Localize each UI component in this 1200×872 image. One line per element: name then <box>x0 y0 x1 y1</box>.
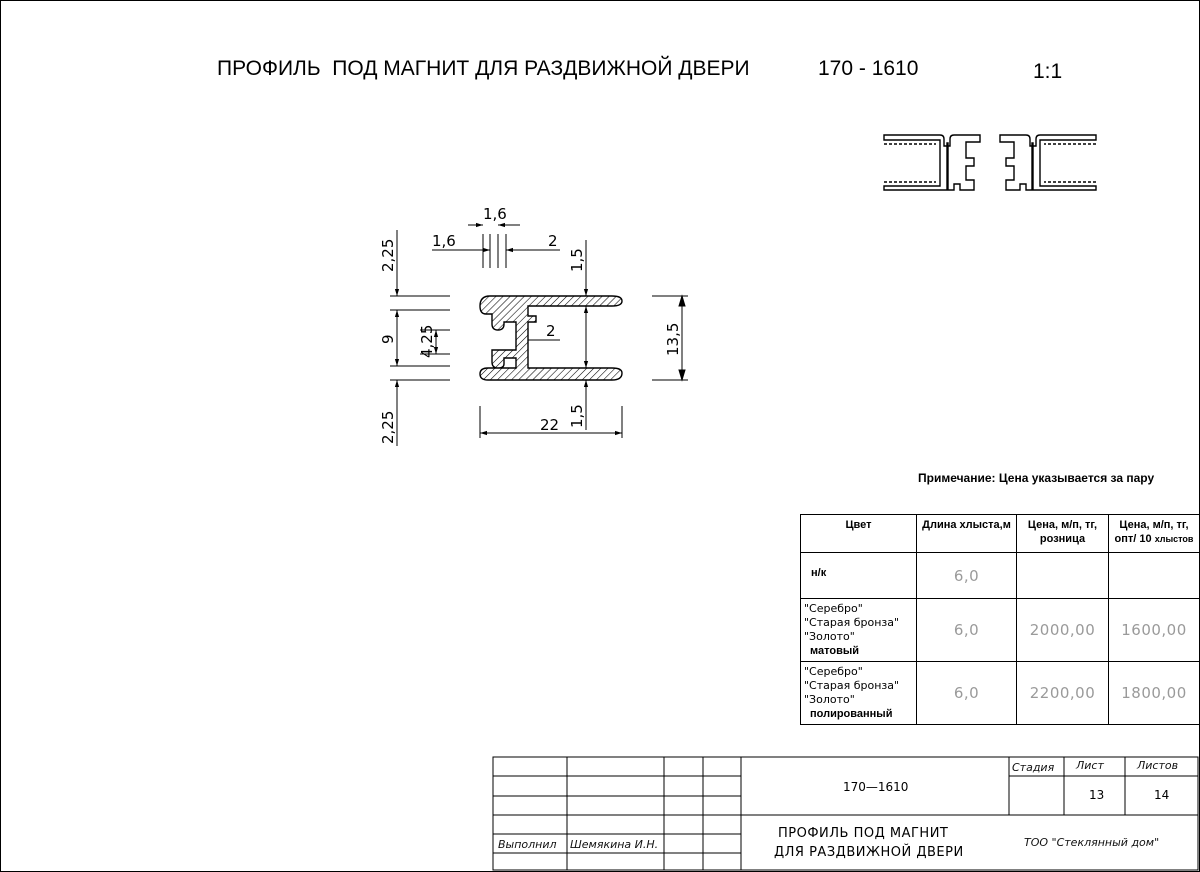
drawing-code: 170 - 1610 <box>818 57 919 80</box>
dim-1-5-bottom: 1,5 <box>568 404 586 428</box>
header-wholesale: Цена, м/п, тг, опт/ 10 хлыстов <box>1109 515 1200 553</box>
dim-2-25-top: 2,25 <box>379 238 397 272</box>
dim-1-6-left: 1,6 <box>432 232 456 250</box>
dim-1-5-top: 1,5 <box>568 248 586 272</box>
table-row <box>801 662 1200 725</box>
row-retail: 2200,00 <box>1017 662 1109 725</box>
dim-2-top: 2 <box>548 232 558 250</box>
drawing-title: ПРОФИЛЬ ПОД МАГНИТ ДЛЯ РАЗДВИЖНОЙ ДВЕРИ <box>217 57 750 80</box>
stamp-sheets: 14 <box>1154 788 1170 802</box>
dim-2-inner: 2 <box>546 322 556 340</box>
stamp-stage-label: Стадия <box>1012 761 1055 774</box>
row-length: 6,0 <box>917 553 1017 599</box>
row-wholesale: 1600,00 <box>1109 599 1200 662</box>
dim-4-25: 4,25 <box>418 324 436 358</box>
dim-22: 22 <box>540 416 560 434</box>
stamp-company: ТОО "Стеклянный дом" <box>1024 836 1160 849</box>
stamp-sheet-label: Лист <box>1076 759 1104 772</box>
stamp-sheet: 13 <box>1089 788 1105 802</box>
stamp-name-line2: ДЛЯ РАЗДВИЖНОЙ ДВЕРИ <box>774 845 964 860</box>
row-retail <box>1017 553 1109 599</box>
stamp-sheets-label: Листов <box>1137 759 1179 772</box>
table-row <box>801 553 1200 599</box>
drawing-scale: 1:1 <box>1033 60 1063 83</box>
row-wholesale: 1800,00 <box>1109 662 1200 725</box>
row-colors: "Серебро" "Старая бронза" "Золото" полированный <box>801 662 917 725</box>
row-colors: "Серебро" "Старая бронза" "Золото" матовый <box>801 599 917 662</box>
row-length: 6,0 <box>917 662 1017 725</box>
dim-1-6-top: 1,6 <box>483 205 507 223</box>
stamp-made-by-label: Выполнил <box>498 838 557 851</box>
stamp-made-by: Шемякина И.Н. <box>570 838 659 851</box>
price-table <box>800 514 1200 725</box>
header-length: Длина хлыста,м <box>917 515 1017 553</box>
dim-2-25-bottom: 2,25 <box>379 410 397 444</box>
profile-thumbnail <box>884 135 1096 190</box>
row-name: н/к <box>801 553 917 599</box>
dim-9: 9 <box>379 334 397 344</box>
header-retail: Цена, м/п, тг, розница <box>1017 515 1109 553</box>
table-row <box>801 599 1200 662</box>
stamp-name-line1: ПРОФИЛЬ ПОД МАГНИТ <box>778 826 949 841</box>
row-retail: 2000,00 <box>1017 599 1109 662</box>
dimension-labels <box>379 205 682 444</box>
price-note: Примечание: Цена указывается за пару <box>918 471 1155 485</box>
row-length: 6,0 <box>917 599 1017 662</box>
row-wholesale <box>1109 553 1200 599</box>
stamp-doc-code: 170—1610 <box>843 780 909 794</box>
header-color: Цвет <box>801 515 917 553</box>
dim-13-5: 13,5 <box>664 322 682 356</box>
